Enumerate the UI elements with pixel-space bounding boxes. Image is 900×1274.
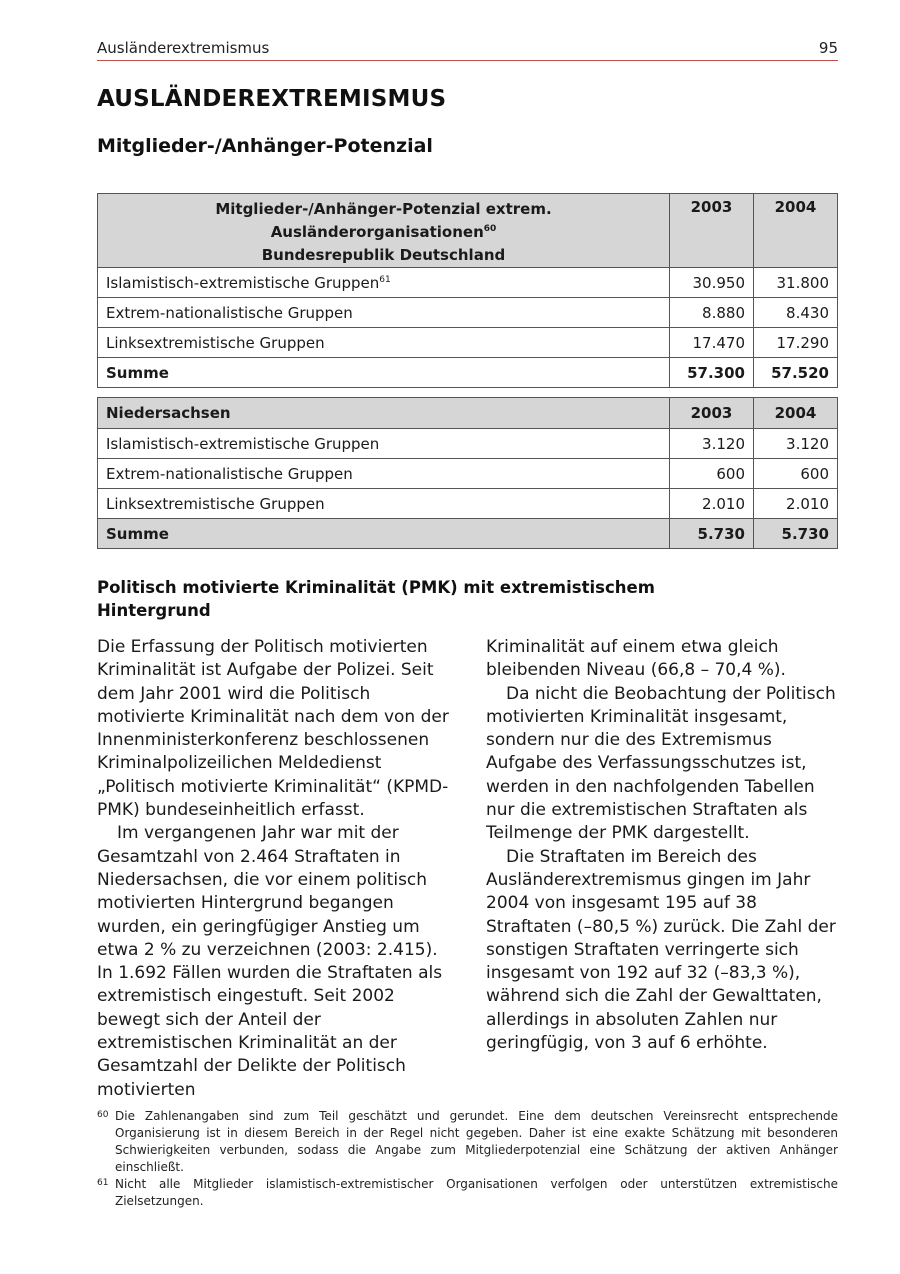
- section-heading-line2: Hintergrund: [97, 601, 211, 620]
- footnote-61: [97, 1176, 838, 1210]
- value-2003: 600: [670, 459, 754, 489]
- row-label: Islamistisch-extremistische Gruppen$^{61}$: [98, 268, 670, 298]
- paragraph: Da nicht die Beobachtung der Politisch motivierten Kriminalität insgesamt, sondern nur die des Extremismus Aufgabe des Verfassungsschutzes ist, werden in den nachfolgenden Tabellen nur die extremistischen Straftaten als Teilmenge der PMK dargestellt.: [486, 683, 836, 844]
- footnote-60: [97, 1108, 838, 1176]
- sum-2003: 57.300: [670, 358, 754, 388]
- value-2004: 8.430: [754, 298, 838, 328]
- paragraph-continuation: Kriminalität auf einem etwa gleich bleibenden Niveau (66,8 – 70,4 %).: [486, 637, 786, 681]
- table-title-line1: Mitglieder-/Anhänger-Potenzial extrem. Ausländerorganisationen: [215, 200, 552, 241]
- row-label: Islamistisch-extremistische Gruppen: [98, 429, 670, 459]
- table-row: [98, 298, 838, 328]
- section-heading-line1: Politisch motivierte Kriminalität (PMK) mit extremistischem: [97, 578, 655, 597]
- page-title: AUSLÄNDEREXTREMISMUS: [97, 86, 447, 112]
- footnote-number: 60: [97, 1110, 109, 1120]
- paragraph: Im vergangenen Jahr war mit der Gesamtzahl von 2.464 Straftaten in Niedersachsen, die vor einem politisch motivierten Hintergrund begangen wurden, ein geringfügiger Anstieg um etwa 2 % zu verzeichnen (2003: 2.415). In 1.692 Fällen wurden die Straftaten als extremistisch eingestuft. Seit 2002 bewegt sich der Anteil der extremistischen Kriminalität an der Gesamtzahl der Delikte der Politisch motivierten: [97, 823, 443, 1100]
- table-row: [98, 459, 838, 489]
- row-label: Extrem-nationalistische Gruppen: [98, 459, 670, 489]
- sum-2004: 5.730: [754, 519, 838, 549]
- table-row: [98, 268, 838, 298]
- footnotes: [97, 1108, 838, 1210]
- sum-2003: 5.730: [670, 519, 754, 549]
- table-title-cell: [98, 194, 670, 268]
- value-2004: 17.290: [754, 328, 838, 358]
- section-heading: [97, 576, 717, 622]
- year-header-2003: 2003: [670, 194, 754, 268]
- year-header-2003: 2003: [670, 398, 754, 429]
- table-row: [98, 429, 838, 459]
- year-header-2004: 2004: [754, 398, 838, 429]
- value-2003: 17.470: [670, 328, 754, 358]
- page-number: 95: [818, 39, 838, 57]
- sum-2004: 57.520: [754, 358, 838, 388]
- row-label: Linksextremistische Gruppen: [98, 328, 670, 358]
- table-row: [98, 489, 838, 519]
- table-header-row: [98, 398, 838, 429]
- value-2004: 31.800: [754, 268, 838, 298]
- footnote-ref-61[interactable]: 61: [379, 274, 391, 285]
- table-title-cell: Niedersachsen: [98, 398, 670, 429]
- table-row: [98, 328, 838, 358]
- sum-label: Summe: [98, 519, 670, 549]
- table-niedersachsen: [97, 397, 838, 549]
- paragraph: Die Erfassung der Politisch motivierten Kriminalität ist Aufgabe der Polizei. Seit dem Jahr 2001 wird die Politisch motivierte Kriminalität nach dem von der Innenministerkonferenz beschlossenen Kriminalpolizeilichen Meldedienst „Politisch motivierte Kriminalität“ (KPMD-PMK) bundeseinheitlich erfasst.: [97, 637, 449, 821]
- row-label: Extrem-nationalistische Gruppen: [98, 298, 670, 328]
- footnote-text: Die Zahlenangaben sind zum Teil geschätzt und gerundet. Eine dem deutschen Vereinsrecht entsprechende Organisierung ist in diesem Bereich in der Regel nicht gegeben. Daher ist eine exakte Schätzung mit besonderen Schwierigkeiten verbunden, sodass die Angabe zum Mitgliederpotenzial eine Schätzung der aktiven Anhänger einschließt.: [115, 1109, 838, 1174]
- table-bundesrepublik: [97, 193, 838, 388]
- sum-row: [98, 358, 838, 388]
- footnote-text: Nicht alle Mitglieder islamistisch-extremistischer Organisationen verfolgen oder unterstützen extremistische Zielsetzungen.: [115, 1177, 838, 1208]
- running-header-section: Ausländerextremismus: [97, 39, 270, 57]
- table-title-line2: Bundesrepublik Deutschland: [261, 246, 506, 264]
- page-subtitle: Mitglieder-/Anhänger-Potenzial: [97, 135, 433, 157]
- value-2004: 600: [754, 459, 838, 489]
- text-column-right: [486, 636, 838, 1055]
- footnote-number: 61: [97, 1178, 109, 1188]
- value-2003: 2.010: [670, 489, 754, 519]
- year-header-2004: 2004: [754, 194, 838, 268]
- footnote-ref-60[interactable]: 60: [483, 224, 497, 234]
- paragraph: Die Straftaten im Bereich des Ausländerextremismus gingen im Jahr 2004 von insgesamt 195 auf 38 Straftaten (–80,5 %) zurück. Die Zahl der sonstigen Straftaten verringerte sich insgesamt von 192 auf 32 (–83,3 %), während sich die Zahl der Gewalttaten, allerdings in absoluten Zahlen nur geringfügig, von 3 auf 6 erhöhte.: [486, 846, 836, 1054]
- sum-label: Summe: [98, 358, 670, 388]
- value-2004: 2.010: [754, 489, 838, 519]
- row-label: Linksextremistische Gruppen: [98, 489, 670, 519]
- value-2003: 30.950: [670, 268, 754, 298]
- running-header: [97, 38, 838, 61]
- text-column-left: [97, 636, 449, 1102]
- value-2003: 8.880: [670, 298, 754, 328]
- table-header-row: [98, 194, 838, 268]
- value-2003: 3.120: [670, 429, 754, 459]
- value-2004: 3.120: [754, 429, 838, 459]
- sum-row: [98, 519, 838, 549]
